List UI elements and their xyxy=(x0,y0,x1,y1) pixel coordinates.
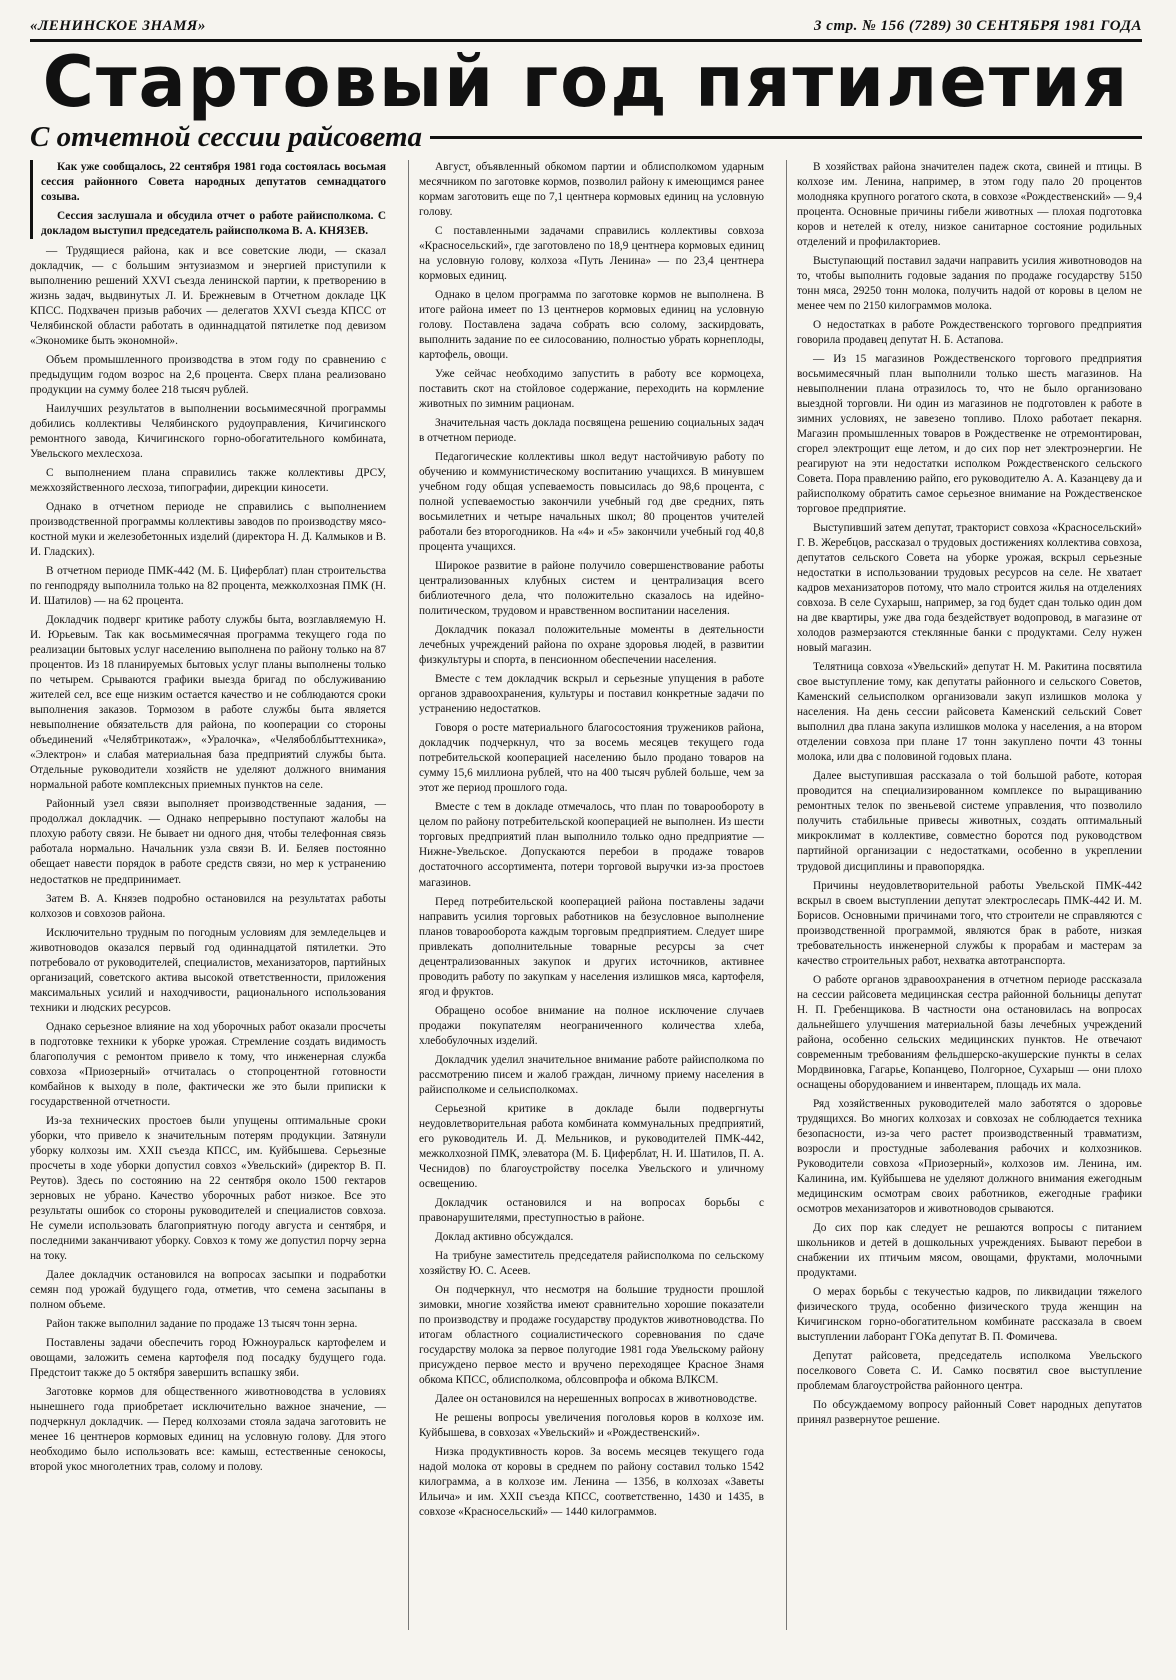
article-paragraph: Поставлены задачи обеспечить город Южноуральск картофелем и овощами, заложить семена картофеля под посадку будущего года. Предстоит также до 5 октября завершить вспашку зяби. xyxy=(30,1336,386,1379)
masthead-newspaper-name: «ЛЕНИНСКОЕ ЗНАМЯ» xyxy=(30,18,206,34)
article-paragraph: Не решены вопросы увеличения поголовья коров в колхозе им. Куйбышева, в совхозах «Увельский» и «Рождественский». xyxy=(419,1412,764,1440)
article-paragraph: До сих пор как следует не решаются вопросы с питанием школьников и детей в дошкольных учреждениях. Бывают перебои в снабжении их птичьим мясом, овощами, фруктами, молочными продуктами. xyxy=(797,1221,1142,1279)
article-paragraph: Район также выполнил задание по продаже 13 тысяч тонн зерна. xyxy=(46,1317,358,1330)
article-rubric: С отчетной сессии райсовета xyxy=(30,120,423,153)
article-paragraph: Вместе с тем докладчик вскрыл и серьезные упущения в работе органов здравоохранения, культуры и поставил конкретные задачи по устранению недостатков. xyxy=(419,673,764,716)
article-paragraph: Он подчеркнул, что несмотря на большие трудности прошлой зимовки, многие хозяйства имеют сравнительно хорошие показатели по производству и продаже государству продуктов животноводства. По итогам областного социалистического соревнования по сдаче государству молока за первое полугодие 1981 года Увельскому району присуждено первое место и вручено переходящее Красное Знамя обкома КПСС, облисполкома, облсовпрофа и обкома ВЛКСМ. xyxy=(419,1283,764,1386)
column-2 xyxy=(408,160,764,1630)
article-paragraph: Значительная часть доклада посвящена решению социальных задач в отчетном периоде. xyxy=(419,417,764,445)
rubric-rule xyxy=(430,136,1142,139)
article-paragraph: Объем промышленного производства в этом году по сравнению с предыдущим годом возрос на 2,6 процента. Сверх плана реализовано продукции на сумму более 218 тысяч рублей. xyxy=(30,353,386,397)
article-paragraph: Однако в отчетном периоде не справились с выполнением производственной программы коллективы заводов по производству мясо-костной муки и железобетонных изделий (директора Н. Д. Калмыков и В. И. Гладских). xyxy=(30,501,386,559)
article-paragraph: Заготовке кормов для общественного животноводства в условиях нынешнего года приобретает исключительно важное значение, — подчеркнул докладчик. — Перед колхозами стояла задача заготовить не менее 16 центнеров кормовых единиц на условную голову. Для этого необходимо было использовать все: камыш, естественные сенокосы, второй укос многолетних трав, солому и полову. xyxy=(30,1386,386,1474)
article-paragraph: О недостатках в работе Рождественского торгового предприятия говорила продавец депутат Н. Б. Астапова. xyxy=(797,318,1142,346)
article-paragraph: — Трудящиеся района, как и все советские люди, — сказал докладчик, — с большим энтузиазмом и энергией приступили к выполнению решений XXVI съезда ленинской партии, к претворению в жизнь задач, выдвинутых Л. И. Брежневым в Отчетном докладе ЦК КПСС. Подхвачен призыв рабочих — делегатов XXVI съезда КПСС от Челябинской области работать в одиннадцатой пятилетке под девизом «Экономике быть экономной». xyxy=(30,244,386,347)
article-paragraph: Наилучших результатов в выполнении восьмимесячной программы добились коллективы Челябинского рудоуправления, Кичигинского ремонтного завода, Кичигинского горно-обогатительного комбината, Увельского мехлесхоза. xyxy=(30,403,386,461)
article-columns xyxy=(30,160,1142,1630)
article-paragraph: По обсуждаемому вопросу районный Совет народных депутатов принял развернутое решение. xyxy=(797,1399,1142,1427)
article-paragraph: Уже сейчас необходимо запустить в работу все кормоцеха, поставить скот на стойловое содержание, переходить на кормление животных по зимним рационам. xyxy=(419,368,764,411)
article-paragraph: Районный узел связи выполняет производственные задания, — продолжал докладчик. — Однако непрерывно поступают жалобы на плохую работу связи. Не бывает ни одного дня, чтобы телефонная связь работала нормально. Начальник узла связи В. И. Беляев постоянно обещает навести порядок в работе средств связи, но мер к устранению недостатков не предпринимает. xyxy=(30,798,386,886)
article-lede xyxy=(30,160,386,239)
article-paragraph: На трибуне заместитель председателя райисполкома по сельскому хозяйству Ю. С. Асеев. xyxy=(419,1249,764,1277)
article-paragraph: С выполнением плана справились также коллективы ДРСУ, межхозяйственного лесхоза, типографии, дирекции киносети. xyxy=(30,467,386,495)
article-paragraph: Депутат райсовета, председатель исполкома Увельского поселкового Совета С. И. Самко посвятил свое выступление проблемам благоустройства районного центра. xyxy=(797,1349,1142,1393)
article-paragraph: Обращено особое внимание на полное исключение случаев продажи покупателям неограниченного количества хлеба, хлебобулочных изделий. xyxy=(419,1004,764,1047)
article-headline: Стартовый год пятилетия xyxy=(42,41,1130,123)
article-paragraph: С поставленными задачами справились коллективы совхоза «Красносельский», где заготовлено по 18,9 центнера кормовых единиц на условную голову, колхоза «Путь Ленина» — по 23,4 центнера кормовых единиц. xyxy=(419,224,764,282)
column-1 xyxy=(30,160,386,1630)
rubric-row xyxy=(30,121,1142,154)
article-paragraph: Однако в целом программа по заготовке кормов не выполнена. В итоге района имеет по 13 центнеров кормовых единиц на условную голову. Поставлена задача собрать всю солому, заскирдовать, выполнить задание по ее силосованию, полностью убрать корнеплоды, картофель, овощи. xyxy=(419,288,764,361)
article-paragraph: В отчетном периоде ПМК-442 (М. Б. Циферблат) план строительства по генподряду выполнила только на 82 процента, межколхозная ПМК (Н. И. Шатилов) — на 62 процента. xyxy=(30,565,386,608)
article-paragraph: Выступающий поставил задачи направить усилия животноводов на то, чтобы выполнить годовые задания по продаже государству 5150 тонн мяса, 29250 тонн молока, получить надой от коровы в целом не менее чем по 2150 килограммов молока. xyxy=(797,254,1142,312)
article-paragraph: Далее он остановился на нерешенных вопросах в животноводстве. xyxy=(435,1393,758,1405)
article-paragraph: Докладчик подверг критике работу службы быта, возглавляемую Н. И. Юрьевым. Так как восьмимесячная программа текущего года по реализации бытовых услуг населению выполнена по району только на 87 процентов. Из 18 планируемых бытовых услуг планы выполнены только по четырем. Срываются графики выезда бригад по обслуживанию жителей сел, все еще низким остается качество и не соблюдаются сроки выполнения заказов. Тормозом в работе службы быта является невыполнение обязательств для района, по кооперации со стороны объединений «Челябтрикотаж», «Уралочка», «Челябоблбыттехника», «Электрон» и слабая материальная база предприятий службы быта. Отдельные руководители хозяйств не уделяют должного внимания нормальной работе комплексных приемных пунктов на селе. xyxy=(30,614,386,792)
article-paragraph: Вместе с тем в докладе отмечалось, что план по товарообороту в целом по району потребительской кооперацией не выполнен. Из шести торговых предприятий план выполнило только одно предприятие — Нижне-Увельское. Допускаются перебои в продаже товаров достаточного ассортимента, потери торговой выручки из-за простоев магазинов. xyxy=(419,801,764,889)
article-paragraph: Выступивший затем депутат, тракторист совхоза «Красносельский» Г. В. Жеребцов, рассказал о трудовых достижениях коллектива совхоза, депутатов сельского Совета на уборке урожая, вскрыл серьезные недостатки в использовании трудовых ресурсов на селе. Не хватает кадров механизаторов потому, что мало строится жилья на отделениях совхоза. В селе Сухарыш, например, за год будет сдан только один дом на две квартиры, уже два года бездействует водопровод, в магазине от холодов размерзаются стеклянные банки с продуктами. Селу нужен новый магазин. xyxy=(797,522,1142,655)
article-paragraph: Телятница совхоза «Увельский» депутат Н. М. Ракитина посвятила свое выступление тому, как депутаты районного и сельского Советов, Каменский сельисполком организовали закуп излишков молока у населения. На день сессии райсовета Каменский сельский Совет выполнил два плана закупа излишков молока у населения, а на втором отделении совхоза при плане 17 тонн закуплено почти 43 тонны молока, или два с половиной годовых плана. xyxy=(797,661,1142,764)
masthead-issue-info: 3 стр. № 156 (7289) 30 СЕНТЯБРЯ 1981 ГОДА xyxy=(814,18,1142,34)
article-paragraph: В хозяйствах района значителен падеж скота, свиней и птицы. В колхозе им. Ленина, например, в этом году пало 20 процентов молодняка крупного рогатого скота, в совхозе «Рождественский» — 9,4 процента. Основные причины гибели животных — плохая подготовка коров и нетелей к отелу, низкое санитарное состояние родильных отделений и профилакториев. xyxy=(797,160,1142,248)
article-paragraph: О работе органов здравоохранения в отчетном периоде рассказала на сессии райсовета медицинская сестра районной больницы депутат Н. П. Гребенщикова. В частности она остановилась на вопросах дальнейшего улучшения материальной базы лечебных учреждений района, особенно сельских медицинских пунктов. Не отвечают современным требованиям фельдшерско-акушерские пункты в селах Мордвиновка, Гагарье, Копанцево, Полгорное, Сухарыш — они плохо оснащены оборудованием и инвентарем, площадь их мала. xyxy=(797,973,1142,1091)
article-paragraph: Доклад активно обсуждался. xyxy=(435,1230,574,1243)
article-paragraph: Август, объявленный обкомом партии и облисполкомом ударным месячником по заготовке кормов, позволил району к имеющимся ранее кормам заготовить еще по 7,1 центнера кормовых единиц на условную голову. xyxy=(419,160,764,218)
article-paragraph: Однако серьезное влияние на ход уборочных работ оказали просчеты в подготовке техники к уборке урожая. Стремление создать видимость благополучия с ремонтом привело к тому, что инженерная служба совхоза «Приозерный» отчиталась о стопроцентной готовности комбайнов к выходу в поле, фактически же это были приписки к государственной отчетности. xyxy=(30,1020,386,1108)
article-paragraph: Низка продуктивность коров. За восемь месяцев текущего года надой молока от коровы в среднем по району составил только 1542 килограмма, а в колхозе им. Ленина — 1356, в колхозах «Заветы Ильича» и им. XXII съезда КПСС, соответственно, 1430 и 1435, в совхозе «Красносельский» — 1440 килограммов. xyxy=(419,1446,764,1519)
article-paragraph: Далее выступившая рассказала о той большой работе, которая проводится на специализированном комплексе по выращиванию ремонтных телок по звеньевой системе управления, что позволило получить стабильные привесы животных, создать оптимальный микроклимат в коллективе, совместно боротся под руководством партийной организации с недостатками, особенно в укреплении трудовой дисциплины и правопорядка. xyxy=(797,770,1142,873)
article-paragraph: Докладчик уделил значительное внимание работе райисполкома по рассмотрению писем и жалоб граждан, личному приему населения в райисполкоме и сельисполкомах. xyxy=(419,1053,764,1096)
lede-paragraph: Сессия заслушала и обсудила отчет о работе райисполкома. С докладом выступил председатель райисполкома В. А. КНЯЗЕВ. xyxy=(41,209,386,237)
masthead xyxy=(30,18,1142,42)
article-paragraph: Докладчик показал положительные моменты в деятельности лечебных учреждений района по охране здоровья людей, в развитии физкультуры и спорта, в пенсионном обеспечении населения. xyxy=(419,624,764,667)
article-paragraph: Перед потребительской кооперацией района поставлены задачи направить усилия торговых работников на безусловное выполнение планов товарооборота каждым торговым предприятием. Следует шире привлекать дополнительные товарные ресурсы за счет децентрализованных закупок и других источников, активнее проводить работу по закупкам у населения излишков мяса, картофеля, ягод и фруктов. xyxy=(419,895,764,998)
article-paragraph: Педагогические коллективы школ ведут настойчивую работу по обучению и коммунистическому воспитанию учащихся. В минувшем учебном году общая успеваемость повысилась до 98,6 процента, с полной успеваемостью закончили учебный год две средних, пять восьмилетних и четыре начальных школ; 80 процентов учителей работали без второгодников. На «4» и «5» закончили учебный год 40,8 процента учащихся. xyxy=(419,451,764,554)
article-paragraph: Затем В. А. Князев подробно остановился на результатах работы колхозов и совхозов района. xyxy=(30,892,386,920)
article-paragraph: Серьезной критике в докладе были подвергнуты неудовлетворительная работа комбината коммунальных предприятий, его руководитель И. Д. Мельников, и руководителей ПМК-442, межколхозной ПМК, элеватора (М. Б. Циферблат, Н. И. Шатилов, П. А. Чеснидов) по благоустройству поселка Увельского и уличному освещению. xyxy=(419,1102,764,1190)
article-paragraph: Широкое развитие в районе получило совершенствование работы централизованных клубных систем и централизация всего библиотечного дела, что положительно сказалось на идейно-политическом, трудовом и нравственном воспитании населения. xyxy=(419,560,764,618)
column-3 xyxy=(786,160,1142,1630)
article-paragraph: Далее докладчик остановился на вопросах засыпки и подработки семян под урожай будущего года, отметив, что семена засыпаны в полном объеме. xyxy=(30,1268,386,1311)
article-paragraph: О мерах борьбы с текучестью кадров, по ликвидации тяжелого физического труда, особенно физического труда женщин на Кичигинском горно-обогатительном комбинате рассказала в своем выступлении лаборант ГОКа депутат В. П. Фомичева. xyxy=(797,1285,1142,1343)
article-paragraph: — Из 15 магазинов Рождественского торгового предприятия восьмимесячный план выполнили только шесть магазинов. На невыполнении плана отразилось то, что не было организовано выездной торговли. Ни один из магазинов не подготовлен к работе в зимних условиях, не завезено топливо. Плохо работает пекарня. Магазин промышленных товаров в Рождественке не отремонтирован, сгорел электрощит еще летом, и до сих пор нет электроэнергии. Не реагируют на эти недостатки исполком Рождественского сельского Совета. Пора правлению райпо, его руководителю А. А. Казанцеву да и райисполкому обратить самое серьезное внимание на Рождественское торговое предприятие. xyxy=(797,352,1142,516)
article-paragraph: Исключительно трудным по погодным условиям для земледельцев и животноводов оказался первый год одиннадцатой пятилетки. Это потребовало от руководителей, специалистов, механизаторов, партийных организаций, советского актива высокой ответственности, приложения максимальных усилий и находчивости, рационального использования техники и людских ресурсов. xyxy=(30,926,386,1014)
article-paragraph: Причины неудовлетворительной работы Увельской ПМК-442 вскрыл в своем выступлении депутат электрослесарь ПМК-442 И. М. Борисов. Основными причинами того, что строители не справляются с производственной программой, являются брак в работе, низкая требовательность инженерной службы к прорабам и мастерам за качество строительных работ, нехватка автотранспорта. xyxy=(797,879,1142,967)
article-paragraph: Ряд хозяйственных руководителей мало заботятся о здоровье трудящихся. Во многих колхозах и совхозах не соблюдается техника безопасности, из-за чего растет производственный травматизм, возросли и простудные заболевания рабочих и колхозников. Руководители совхоза «Приозерный», колхозов им. Ленина, им. Калинина, им. Куйбышева не уделяют должного внимания ежегодным медицинским осмотрам своих работников, ежегодные графики осмотров механизаторов и животноводов срываются. xyxy=(797,1097,1142,1215)
article-paragraph: Из-за технических простоев были упущены оптимальные сроки уборки, что привело к значительным потерям продукции. Затянули уборку колхозы им. XXII съезда КПСС, им. Куйбышева. Серьезные просчеты в ходе уборки допустил совхоз «Увельский» (директор В. П. Реутов). Здесь по состоянию на 22 сентября около 1500 гектаров зерновых не убрано. Качество уборочных работ низкое. Все это результаты ошибок со стороны руководителей и специалистов совхоза. Не сумели использовать благоприятную погоду августа и сентября, и последними заканчивают уборку. Совхоз к тому же допустил порчу зерна на току. xyxy=(30,1114,386,1262)
lede-paragraph: Как уже сообщалось, 22 сентября 1981 года состоялась восьмая сессия районного Совета народных депутатов семнадцатого созыва. xyxy=(41,160,386,203)
article-paragraph: Докладчик остановился и на вопросах борьбы с правонарушителями, преступностью в районе. xyxy=(419,1196,764,1224)
article-paragraph: Говоря о росте материального благосостояния тружеников района, докладчик подчеркнул, что за восемь месяцев текущего года потребительской кооперацией населению было продано товаров на сумму 15,6 миллиона рублей, что на 400 тысяч рублей больше, чем за этот же период прошлого года. xyxy=(419,722,764,795)
